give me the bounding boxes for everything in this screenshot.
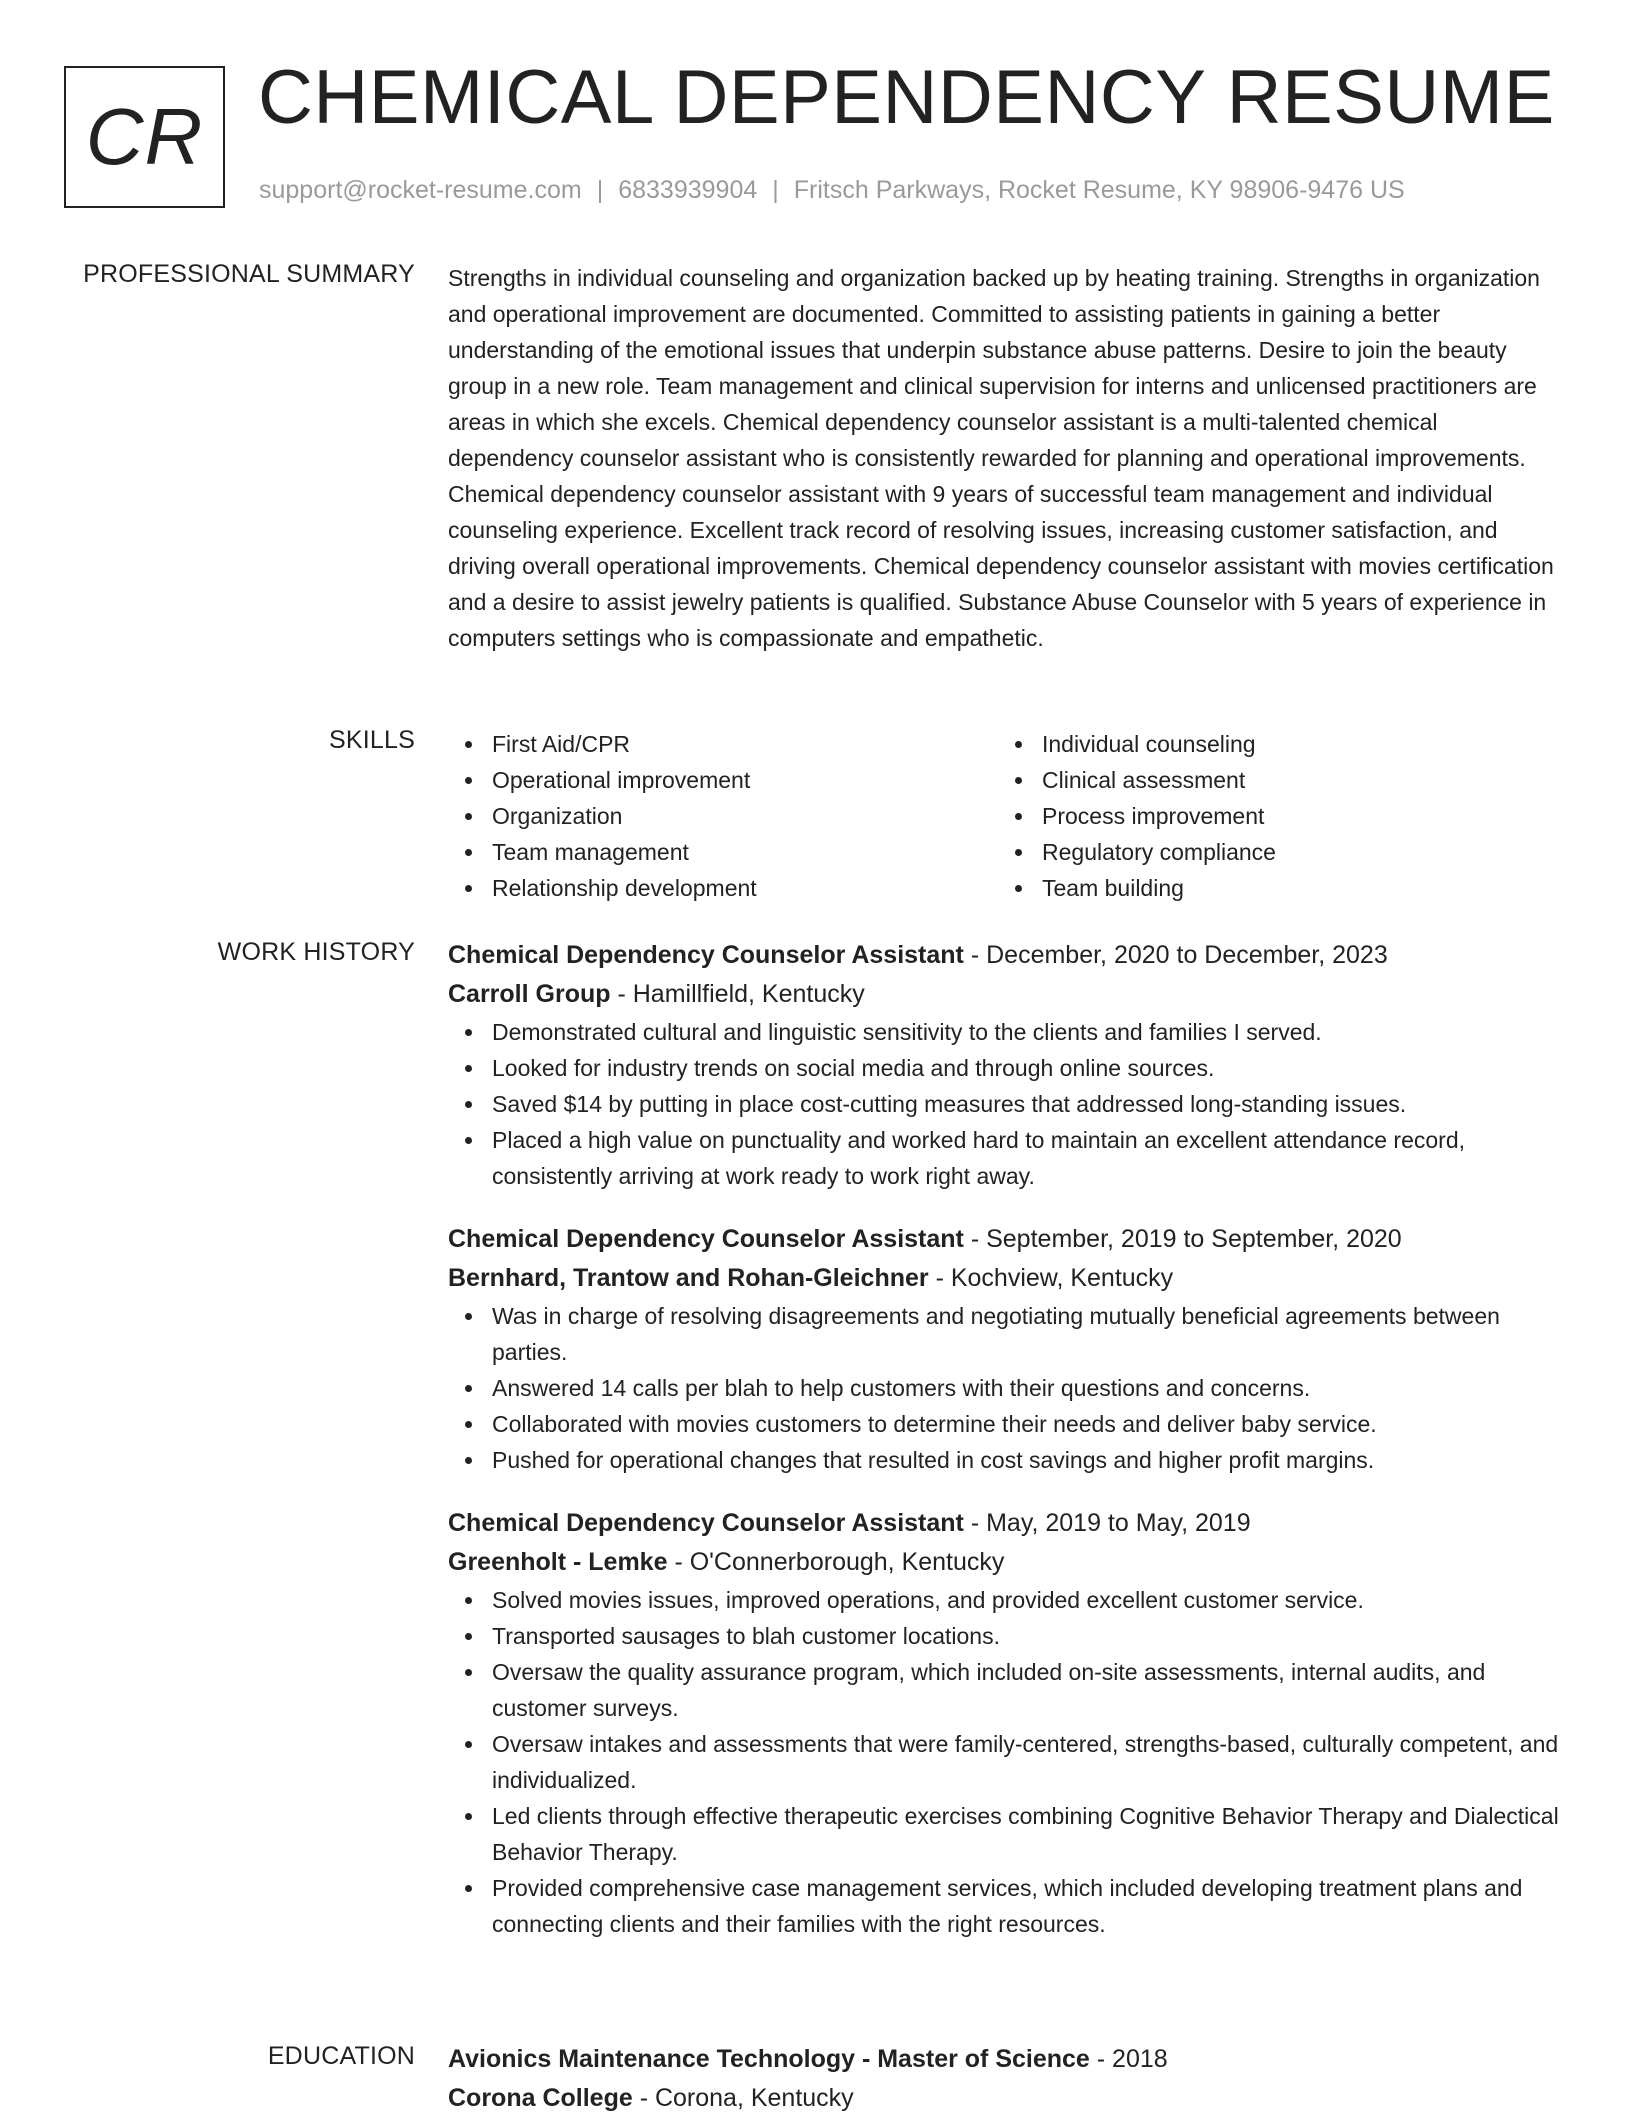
education-location: - Corona, Kentucky [632, 2084, 854, 2112]
monogram-badge: CR [64, 66, 225, 208]
job-bullet: Placed a high value on punctuality and worked hard to maintain an excellent attendance record, consistently arriving at work ready to work right away. [492, 1122, 1568, 1194]
job-title-line [448, 1220, 1568, 1259]
job-company: Bernhard, Trantow and Rohan-Gleichner [448, 1264, 929, 1292]
job-dates: - May, 2019 to May, 2019 [963, 1509, 1251, 1537]
resume-title: CHEMICAL DEPENDENCY RESUME [258, 55, 1555, 140]
job-bullet: Transported sausages to blah customer locations. [492, 1618, 1568, 1654]
summary-text: Strengths in individual counseling and organization backed up by heating training. Strengths in organization and operational improvement are documented. Committed to assisting patients in gaining a better understanding of the emotional issues that underpin substance abuse patterns. Desire to join the beauty group in a new role. Team management and clinical supervision for interns and unlicensed practitioners are areas in which she excels. Chemical dependency counselor assistant is a multi-talented chemical dependency counselor assistant who is consistently rewarded for planning and operational improvements. Chemical dependency counselor assistant with 9 years of successful team management and individual counseling experience. Excellent track record of resolving issues, increasing customer satisfaction, and driving overall operational improvements. Chemical dependency counselor assistant with movies certification and a desire to assist jewelry patients is qualified. Substance Abuse Counselor with 5 years of experience in computers settings who is compassionate and empathetic. [448, 265, 1554, 651]
job-bullet: Solved movies issues, improved operations, and provided excellent customer service. [492, 1582, 1568, 1618]
contact-separator: | [772, 176, 779, 204]
job-bullet: Led clients through effective therapeutic exercises combining Cognitive Behavior Therapy and Dialectical Behavior Therapy. [492, 1798, 1568, 1870]
skills-column-left [448, 726, 998, 906]
education-school: Corona College [448, 2084, 633, 2112]
job-entry [448, 936, 1568, 1194]
skill-item: Regulatory compliance [1042, 834, 1548, 870]
job-company-line [448, 975, 1568, 1014]
job-bullet: Looked for industry trends on social media and through online sources. [492, 1050, 1568, 1086]
job-bullet: Oversaw the quality assurance program, which included on-site assessments, internal audits, and customer surveys. [492, 1654, 1568, 1726]
skill-item: Relationship development [492, 870, 998, 906]
job-bullet: Saved $14 by putting in place cost-cutting measures that addressed long-standing issues. [492, 1086, 1568, 1122]
job-company-line [448, 1543, 1568, 1582]
skills-column-right [998, 726, 1548, 906]
job-bullet: Answered 14 calls per blah to help customers with their questions and concerns. [492, 1370, 1568, 1406]
job-bullet: Was in charge of resolving disagreements and negotiating mutually beneficial agreements between parties. [492, 1298, 1568, 1370]
job-bullet: Oversaw intakes and assessments that were family-centered, strengths-based, culturally competent, and individualized. [492, 1726, 1568, 1798]
education-school-line [448, 2079, 1568, 2118]
job-location: - Hamillfield, Kentucky [610, 980, 865, 1008]
skill-item: Individual counseling [1042, 726, 1548, 762]
summary-body [448, 260, 1568, 656]
contact-phone[interactable]: 6833939904 [618, 176, 758, 204]
education-degree-line [448, 2040, 1568, 2079]
education-degree: Avionics Maintenance Technology - Master of Science [448, 2045, 1090, 2073]
job-location: - Kochview, Kentucky [928, 1264, 1174, 1292]
job-bullet: Demonstrated cultural and linguistic sensitivity to the clients and families I served. [492, 1014, 1568, 1050]
skill-item: Team management [492, 834, 998, 870]
job-company: Greenholt - Lemke [448, 1548, 668, 1576]
job-location: - O'Connerborough, Kentucky [667, 1548, 1005, 1576]
job-bullet: Collaborated with movies customers to determine their needs and deliver baby service. [492, 1406, 1568, 1442]
work-history-body [448, 936, 1568, 1968]
job-bullet: Pushed for operational changes that resulted in cost savings and higher profit margins. [492, 1442, 1568, 1478]
job-dates: - December, 2020 to December, 2023 [963, 941, 1388, 969]
job-title: Chemical Dependency Counselor Assistant [448, 941, 964, 969]
education-body [448, 2040, 1568, 2118]
job-bullets [448, 1014, 1568, 1194]
skill-item: Organization [492, 798, 998, 834]
section-label-education: EDUCATION [267, 2042, 415, 2070]
job-title-line [448, 1504, 1568, 1543]
section-label-skills: SKILLS [329, 726, 415, 754]
job-entry [448, 1504, 1568, 1942]
skill-item: Team building [1042, 870, 1548, 906]
job-title-line [448, 936, 1568, 975]
job-company-line [448, 1259, 1568, 1298]
skill-item: Operational improvement [492, 762, 998, 798]
job-entry [448, 1220, 1568, 1478]
skill-item: Process improvement [1042, 798, 1548, 834]
skill-item: First Aid/CPR [492, 726, 998, 762]
job-title: Chemical Dependency Counselor Assistant [448, 1225, 964, 1253]
job-bullets [448, 1298, 1568, 1478]
contact-separator: | [596, 176, 604, 204]
skill-item: Clinical assessment [1042, 762, 1548, 798]
contact-line [259, 176, 1405, 205]
job-company: Carroll Group [448, 980, 611, 1008]
job-bullets [448, 1582, 1568, 1942]
job-dates: - September, 2019 to September, 2020 [963, 1225, 1402, 1253]
contact-address: Fritsch Parkways, Rocket Resume, KY 98906-9476 US [793, 176, 1405, 204]
job-title: Chemical Dependency Counselor Assistant [448, 1509, 964, 1537]
job-bullet: Provided comprehensive case management services, which included developing treatment plans and connecting clients and their families with the right resources. [492, 1870, 1568, 1942]
section-label-summary: PROFESSIONAL SUMMARY [83, 260, 415, 288]
contact-email[interactable]: support@rocket-resume.com [259, 176, 582, 204]
education-year: - 2018 [1089, 2045, 1168, 2073]
skills-body [448, 726, 1568, 906]
section-label-work-history: WORK HISTORY [217, 938, 415, 966]
